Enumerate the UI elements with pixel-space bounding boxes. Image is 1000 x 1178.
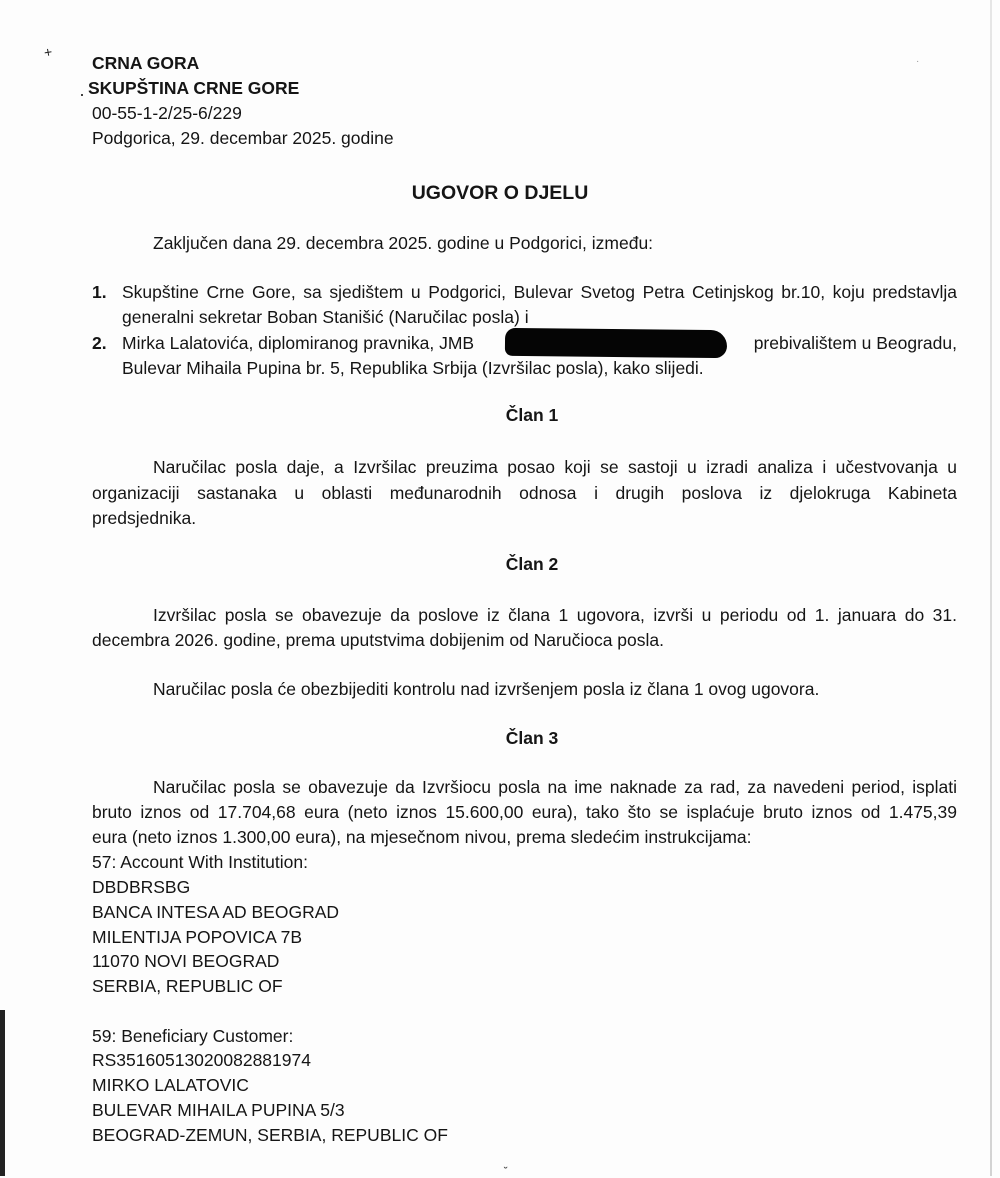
page-edge-right — [990, 0, 992, 1176]
pen-mark: + — [42, 43, 54, 61]
article-2-heading: Član 2 — [505, 554, 559, 574]
intro-text: Zaključen dana 29. decembra 2025. godine u Podgorici, između: — [153, 233, 654, 253]
pen-mark: · — [79, 84, 85, 104]
header-country: CRNA GORA — [92, 53, 200, 73]
party-1-number: 1. — [92, 282, 107, 302]
cut-off-text-fragment: ˘ — [504, 1166, 508, 1178]
beneficiary-city-country: BEOGRAD-ZEMUN, SERBIA, REPUBLIC OF — [92, 1125, 448, 1145]
article-1-heading: Član 1 — [505, 405, 559, 425]
party-2-number: 2. — [92, 333, 107, 353]
party-1-line: Skupštine Crne Gore, sa sjedištem u Podgorici, Bulevar Svetog Petra Cetinjskog br.10, koju predstavlja — [122, 282, 957, 302]
beneficiary-label: 59: Beneficiary Customer: — [92, 1026, 294, 1046]
article-1-line: predsjednika. — [92, 508, 197, 528]
party-2-line-start: Mirka Lalatovića, diplomiranog pravnika, JMB — [122, 333, 475, 353]
beneficiary-iban: RS35160513020082881974 — [92, 1050, 311, 1070]
article-1-line: organizaciji sastanaka u oblasti međunarodnih odnosa i drugih poslova iz djelokruga Kabineta — [92, 483, 957, 503]
dust-speck: · — [916, 56, 920, 67]
article-3-line: Naručilac posla se obavezuje da Izvršiocu posla na ime naknade za rad, za navedeni period, isplati — [153, 777, 957, 797]
article-2-line: decembra 2026. godine, prema uputstvima dobijenim od Naručioca posla. — [92, 630, 664, 650]
page-edge-left — [0, 1010, 5, 1176]
institution-street: MILENTIJA POPOVICA 7B — [92, 927, 303, 947]
article-2-paragraph: Naručilac posla će obezbijediti kontrolu nad izvršenjem posla iz člana 1 ovog ugovora. — [153, 679, 820, 699]
party-1-line: generalni sekretar Boban Stanišić (Naručilac posla) i — [122, 307, 529, 327]
article-2-line: Izvršilac posla se obavezuje da poslove iz člana 1 ugovora, izvrši u periodu od 1. januara do 31. — [153, 605, 957, 625]
article-3-line: eura (neto iznos 1.300,00 eura), na mjesečnom nivou, prema sledećim instrukcijama: — [92, 827, 752, 847]
institution-city: 11070 NOVI BEOGRAD — [92, 951, 280, 971]
beneficiary-street: BULEVAR MIHAILA PUPINA 5/3 — [92, 1100, 345, 1120]
header-reference-number: 00-55-1-2/25-6/229 — [92, 103, 242, 123]
article-1-line: Naručilac posla daje, a Izvršilac preuzima posao koji se sastoji u izradi analiza i učestvovanja u — [153, 457, 957, 477]
header-institution: SKUPŠTINA CRNE GORE — [88, 78, 300, 98]
institution-swift: DBDBRSBG — [92, 877, 191, 897]
article-3-line: bruto iznos od 17.704,68 eura (neto iznos 15.600,00 eura), tako što se isplaćuje bruto iznos od 1.475,39 — [92, 802, 957, 822]
party-2-line: Bulevar Mihaila Pupina br. 5, Republika Srbija (Izvršilac posla), kako slijedi. — [122, 358, 704, 378]
party-2-line-end: prebivalištem u Beogradu, — [753, 333, 957, 353]
header-place-date: Podgorica, 29. decembar 2025. godine — [92, 128, 394, 148]
redaction-mark — [505, 328, 727, 358]
article-3-heading: Član 3 — [505, 728, 559, 748]
institution-country: SERBIA, REPUBLIC OF — [92, 976, 283, 996]
beneficiary-name: MIRKO LALATOVIC — [92, 1075, 249, 1095]
institution-name: BANCA INTESA AD BEOGRAD — [92, 902, 340, 922]
document-title: UGOVOR O DJELU — [411, 182, 589, 204]
institution-label: 57: Account With Institution: — [92, 852, 308, 872]
